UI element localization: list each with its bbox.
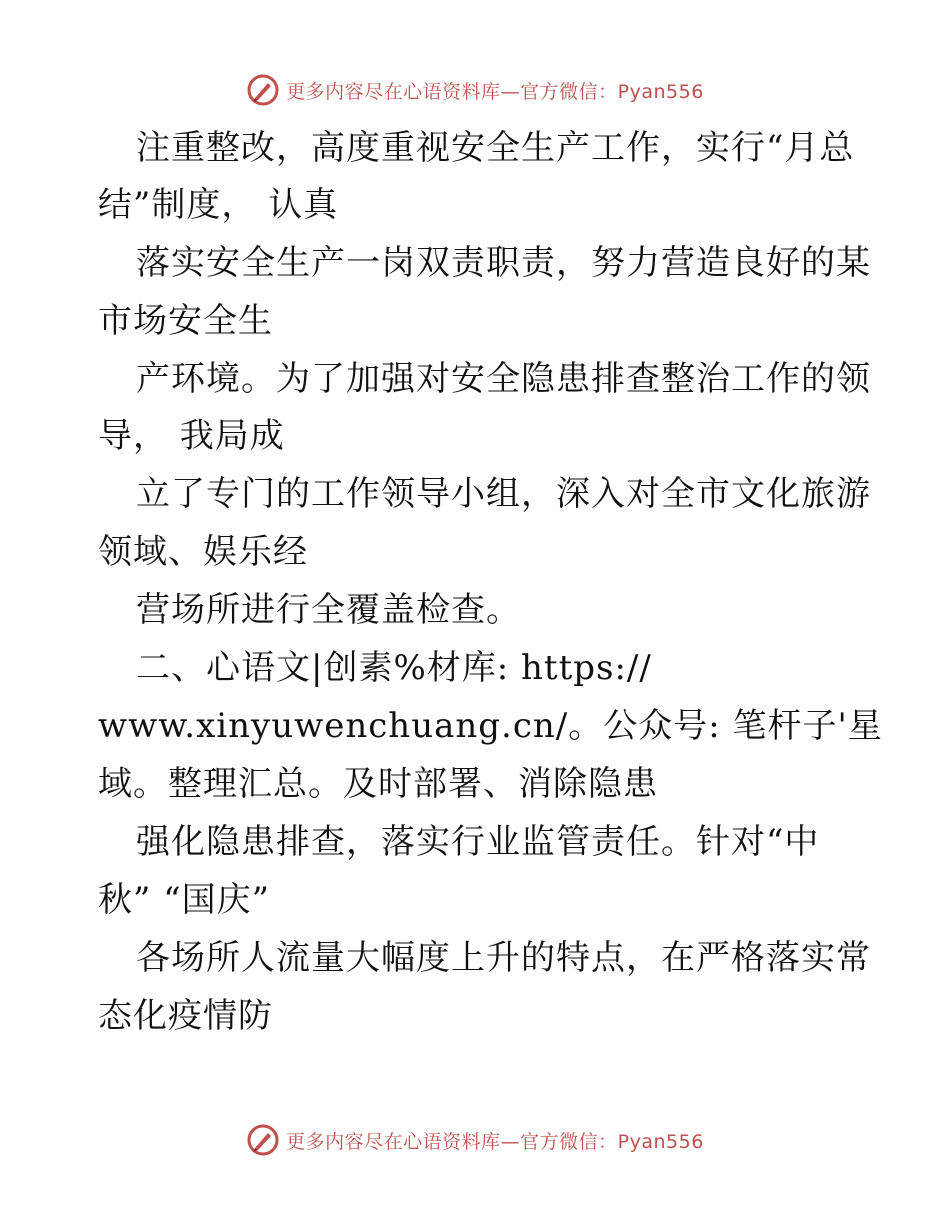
paragraph-line: 营场所进行全覆盖检查。 — [136, 590, 521, 630]
footer-banner-text: 更多内容尽在心语资料库—官方微信：Pyan556 — [286, 1130, 704, 1153]
header-banner — [0, 70, 950, 110]
pen-logo-icon — [246, 1123, 280, 1157]
footer-banner — [0, 1120, 950, 1160]
paragraph-line: 域。整理汇总。及时部署、消除隐患 — [98, 764, 658, 804]
paragraph-line: 强化隐患排查，落实行业监管责任。针对“中 — [136, 822, 820, 862]
paragraph-line: 注重整改，高度重视安全生产工作，实行“月总 — [136, 128, 855, 168]
pen-logo-icon — [246, 73, 280, 107]
paragraph-line: 秋” “国庆” — [98, 880, 270, 920]
paragraph-line: 导， 我局成 — [98, 416, 285, 456]
paragraph-line: 结”制度， 认真 — [98, 185, 339, 225]
header-banner-text: 更多内容尽在心语资料库—官方微信：Pyan556 — [286, 80, 704, 103]
paragraph-line: 各场所人流量大幅度上升的特点，在严格落实常 — [136, 938, 871, 978]
paragraph-line: 领域、娱乐经 — [98, 532, 308, 572]
paragraph-line: www.xinyuwenchuang.cn/。公众号: 笔杆子'星 — [98, 706, 883, 746]
paragraph-line: 立了专门的工作领导小组，深入对全市文化旅游 — [136, 474, 871, 514]
paragraph-line: 落实安全生产一岗双责职责，努力营造良好的某 — [136, 243, 871, 283]
paragraph-line: 产环境。为了加强对安全隐患排查整治工作的领 — [136, 359, 871, 399]
paragraph-line: 态化疫情防 — [98, 996, 273, 1036]
paragraph-line: 市场安全生 — [98, 301, 273, 341]
paragraph-line: 二、心语文|创素%材库: https:// — [136, 648, 652, 688]
